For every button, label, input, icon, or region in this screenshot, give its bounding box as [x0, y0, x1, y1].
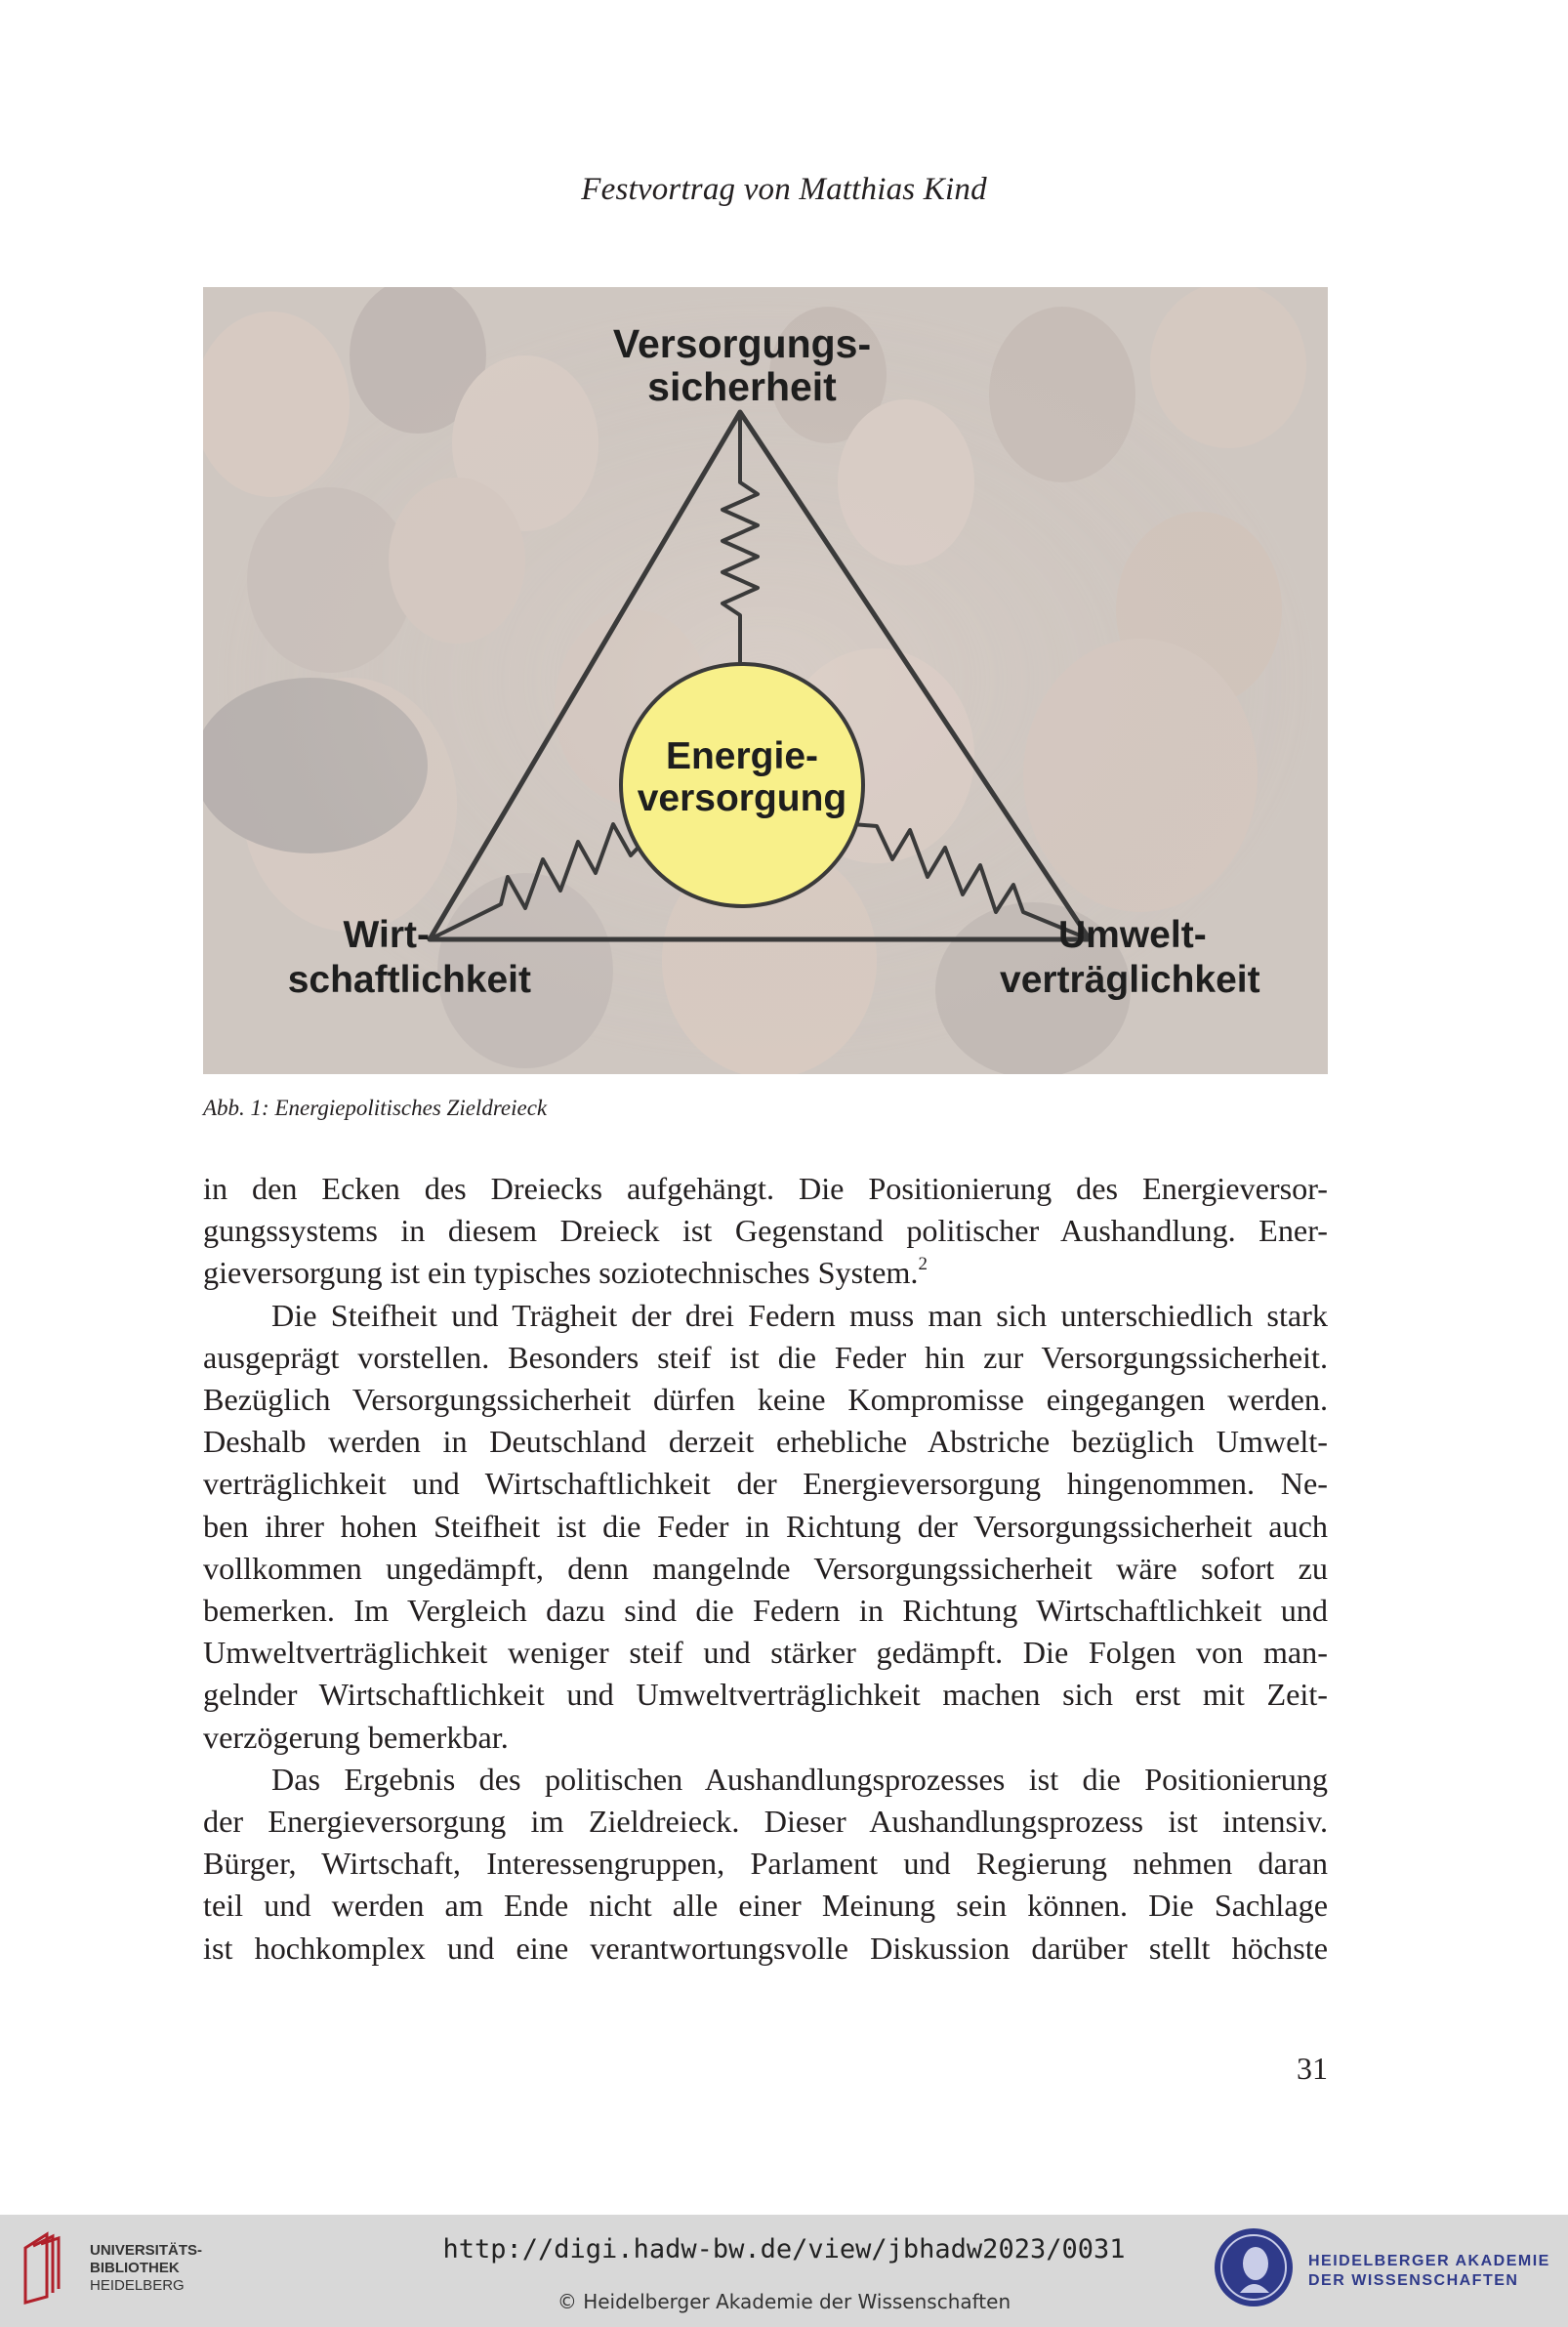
academy-logo-text: HEIDELBERGER AKADEMIE DER WISSENSCHAFTEN: [1308, 2253, 1550, 2289]
academy-seal-icon: [1211, 2224, 1297, 2310]
figure-caption: Abb. 1: Energiepolitisches Zieldreieck: [203, 1096, 548, 1120]
permalink-url[interactable]: http://digi.hadw-bw.de/view/jbhadw2023/0031: [442, 2234, 1126, 2265]
text-line: Umweltverträglichkeit weniger steif und stärker gedämpft. Die Folgen von man-: [203, 1635, 1328, 1671]
text-line: ausgeprägt vorstellen. Besonders steif ist die Feder hin zur Versorgungssicherheit.: [203, 1339, 1328, 1375]
footnote-reference[interactable]: 2: [918, 1254, 928, 1275]
text-line: gieversorgung ist ein typisches soziotechnisches System.$^2$: [203, 1254, 928, 1291]
top-label-line1: Versorgungs-: [612, 321, 872, 366]
body-text: [203, 1168, 1328, 1970]
text-line: Bezüglich Versorgungssicherheit dürfen keine Kompromisse eingegangen werden.: [203, 1382, 1328, 1418]
center-label-line1: Energie-: [665, 735, 819, 777]
left-label-line1: Wirt-: [343, 914, 430, 956]
university-library-logo-text: UNIVERSITÄTS- BIBLIOTHEK HEIDELBERG: [90, 2242, 203, 2294]
text-line: Bürger, Wirtschaft, Interessengruppen, Parlament und Regierung nehmen daran: [203, 1846, 1328, 1882]
text-line: Die Steifheit und Trägheit der drei Federn muss man sich unterschiedlich stark: [271, 1297, 1328, 1333]
center-label-line2: versorgung: [637, 777, 847, 819]
text-line: verträglichkeit und Wirtschaftlichkeit der Energieversorgung hingenommen. Ne-: [203, 1466, 1328, 1502]
text-line: teil und werden am Ende nicht alle einer Meinung sein können. Die Sachlage: [203, 1888, 1328, 1924]
left-label-line2: schaftlichkeit: [287, 959, 531, 1001]
text-line: gungssystems in diesem Dreieck ist Gegenstand politischer Aushandlung. Ener-: [203, 1213, 1328, 1249]
triangle-diagram: [203, 287, 1328, 1074]
text-line: in den Ecken des Dreiecks aufgehängt. Die Positionierung des Energieversor-: [203, 1171, 1328, 1206]
text-line: Das Ergebnis des politischen Aushandlungsprozesses ist die Positionierung: [271, 1761, 1328, 1797]
figure-energy-triangle: [203, 287, 1328, 1074]
copyright-notice: © Heidelberger Akademie der Wissenschaften: [557, 2290, 1011, 2313]
text-line: Deshalb werden in Deutschland derzeit erhebliche Abstriche bezüglich Umwelt-: [203, 1424, 1328, 1460]
text-line: der Energieversorgung im Zieldreieck. Dieser Aushandlungsprozess ist intensiv.: [203, 1804, 1328, 1840]
right-label-line1: Umwelt-: [1058, 914, 1207, 956]
text-line: ist hochkomplex und eine verantwortungsvolle Diskussion darüber stellt höchste: [203, 1930, 1328, 1966]
top-label-line2: sicherheit: [647, 364, 837, 409]
right-label-line2: verträglichkeit: [1000, 959, 1260, 1001]
text-line: verzögerung bemerkbar.: [203, 1719, 509, 1755]
text-line: ben ihrer hohen Steifheit ist die Feder in Richtung der Versorgungssicherheit auch: [203, 1508, 1328, 1544]
page-number: 31: [1297, 2051, 1328, 2086]
text-line: bemerken. Im Vergleich dazu sind die Federn in Richtung Wirtschaftlichkeit und: [203, 1593, 1328, 1629]
text-line: gelnder Wirtschaftlichkeit und Umweltverträglichkeit machen sich erst mit Zeit-: [203, 1677, 1328, 1713]
running-head: Festvortrag von Matthias Kind: [581, 172, 987, 207]
text-line: vollkommen ungedämpft, denn mangelnde Versorgungssicherheit wäre sofort zu: [203, 1550, 1328, 1586]
